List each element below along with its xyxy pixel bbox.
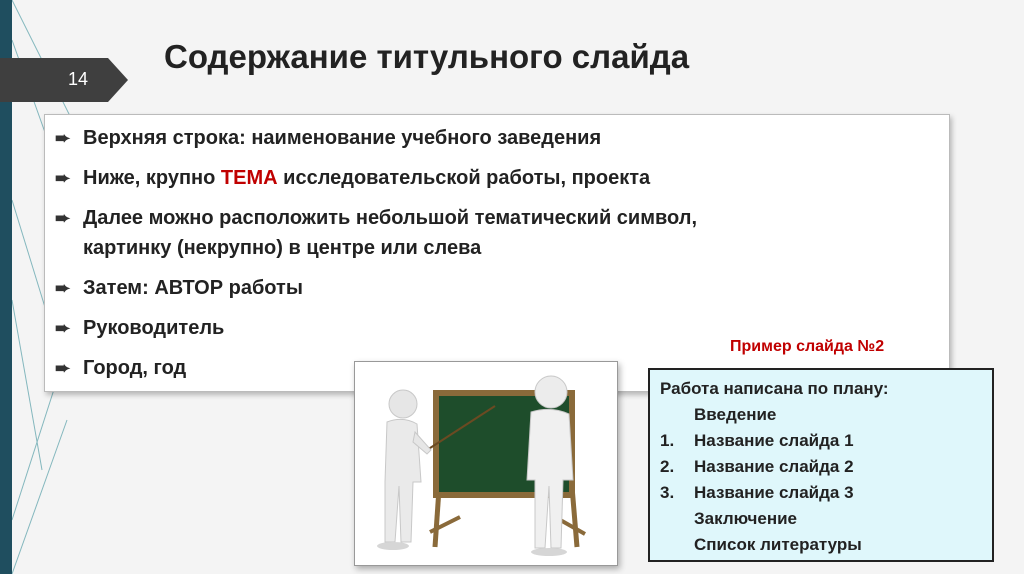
arrow-bullet-icon: ➨ <box>55 278 71 298</box>
plan-heading: Работа написана по плану: <box>660 379 889 398</box>
bullet-text: Далее можно расположить небольшой тематический символ, <box>83 207 698 229</box>
bullet-item <box>55 163 697 193</box>
blackboard-illustration <box>355 362 617 565</box>
slide-title: Содержание титульного слайда <box>164 38 690 75</box>
bullet-text: картинку (некрупно) в центре или слева <box>83 237 482 259</box>
plan-item <box>660 480 982 506</box>
page-number: 14 <box>68 69 89 89</box>
bullet-text: Затем: АВТОР работы <box>83 277 303 299</box>
bullet-text: исследовательской работы, проекта <box>277 167 651 189</box>
bullet-list <box>55 123 697 393</box>
bullet-text: Город, год <box>83 357 187 379</box>
bullet-text: Ниже, крупно <box>83 167 221 189</box>
bullet-item <box>55 123 697 153</box>
plan-item-text: Название слайда 1 <box>694 431 854 450</box>
arrow-bullet-icon: ➨ <box>55 358 71 378</box>
arrow-bullet-icon: ➨ <box>55 128 71 148</box>
teacher-blackboard-image <box>354 361 618 566</box>
bullet-item <box>55 313 697 343</box>
plan-item <box>660 454 982 480</box>
arrow-bullet-icon: ➨ <box>55 208 71 228</box>
plan-example-box <box>648 368 994 562</box>
plan-intro: Введение <box>694 405 777 424</box>
plan-references: Список литературы <box>694 535 862 554</box>
plan-item-number: 2. <box>660 457 675 476</box>
page-number-tab <box>0 58 128 102</box>
plan-item-text: Название слайда 3 <box>694 483 854 502</box>
bullet-text: Верхняя строка: наименование учебного заведения <box>83 127 602 149</box>
plan-item-number: 1. <box>660 431 675 450</box>
plan-item-text: Название слайда 2 <box>694 457 854 476</box>
highlighted-topic: ТЕМА <box>220 167 278 189</box>
bullet-text: Руководитель <box>83 317 225 339</box>
example-label: Пример слайда №2 <box>730 338 885 355</box>
plan-item-number: 3. <box>660 483 675 502</box>
bullet-item <box>55 203 697 263</box>
plan-conclusion: Заключение <box>694 509 797 528</box>
arrow-bullet-icon: ➨ <box>55 318 71 338</box>
bullet-item <box>55 273 697 303</box>
arrow-bullet-icon: ➨ <box>55 168 71 188</box>
plan-item <box>660 428 982 454</box>
